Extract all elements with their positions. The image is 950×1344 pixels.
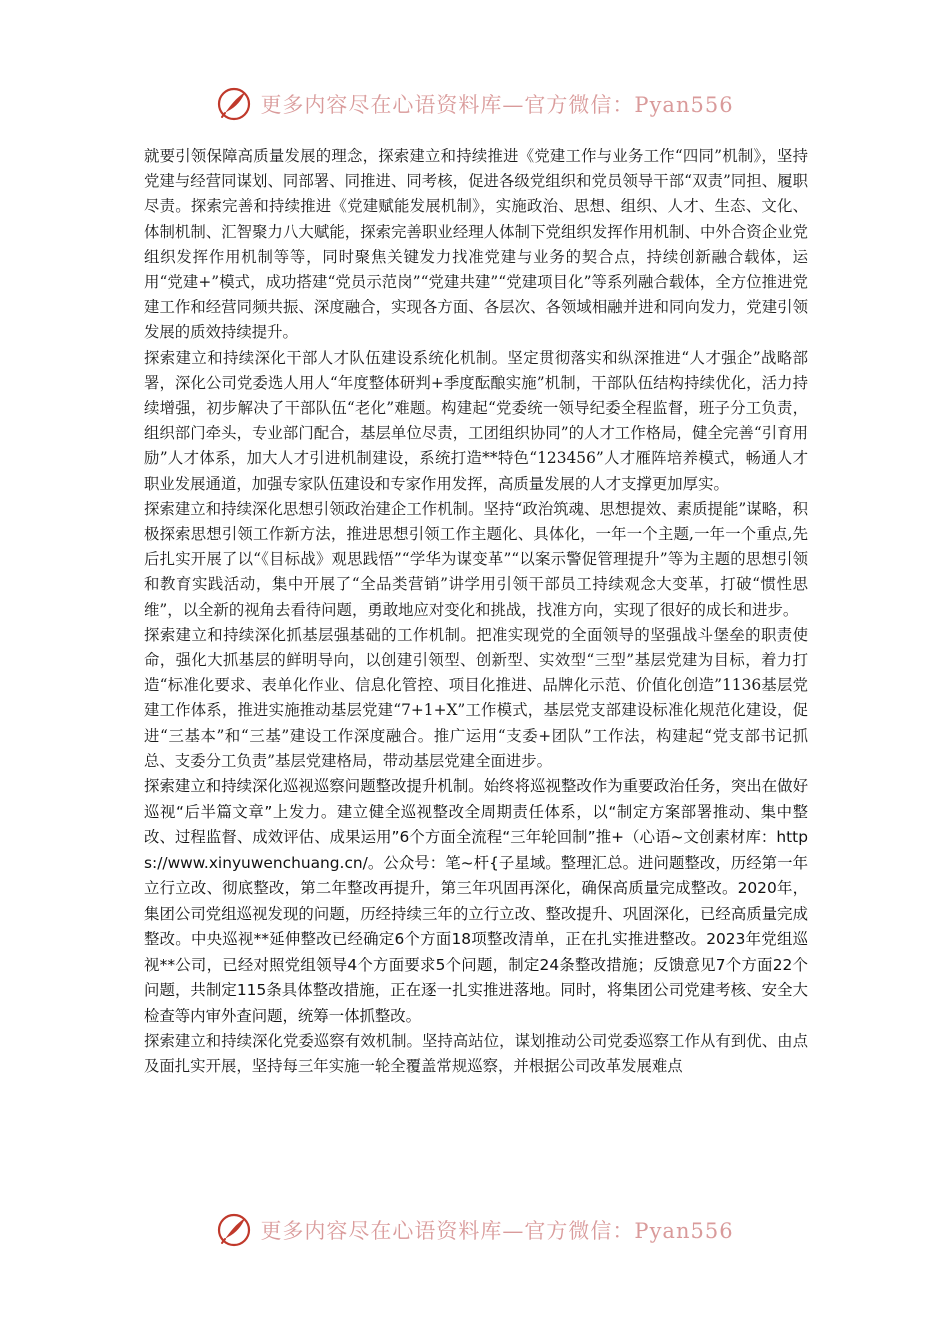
paragraph-grassroots: 探索建立和持续深化抓基层强基础的工作机制。把准实现党的全面领导的坚强战斗堡垒的职责使命，强化大抓基层的鲜明导向，以创建引领型、创新型、实效型“三型”基层党建为目标，着力打造“标准化要求、表单化作业、信息化管控、项目化推进、品牌化示范、价值化创造”1136基层党建工作体系，推进实施推动基层党建“7+1+X”工作模式，基层党支部建设标准化规范化建设，促进“三基本”和“三基”建设工作深度融合。推广运用“支委+团队”工作法，构建起“党支部书记抓总、支委分工负责”基层党建格局，带动基层党建全面进步。	[144, 625, 808, 770]
document-body	[144, 144, 808, 1079]
header-banner	[0, 82, 950, 126]
footer-banner	[0, 1208, 950, 1252]
quill-logo-icon	[216, 1212, 252, 1248]
paragraph-party-inspection: 探索建立和持续深化党委巡察有效机制。坚持高站位，谋划推动公司党委巡察工作从有到优、由点及面扎实开展，坚持每三年实施一轮全覆盖常规巡察，并根据公司改革发展难点	[144, 1032, 808, 1076]
paragraph-inspection-rectification: 探索建立和持续深化巡视巡察问题整改提升机制。始终将巡视整改作为重要政治任务，突出在做好巡视“后半篇文章”上发力。建立健全巡视整改全周期责任体系，以“制定方案部署推动、集中整改、过程监督、成效评估、成果运用”6个方面全流程“三年轮回制”推+（心语~文创素材库：https://www.xinyuwenchuang.cn/。公众号：笔~杆{子星域。整理汇总。进问题整改，历经第一年立行立改、彻底整改，第二年整改再提升，第三年巩固再深化，确保高质量完成整改。2020年，集团公司党组巡视发现的问题，历经持续三年的立行立改、整改提升、巩固深化，已经高质量完成整改。中央巡视**延伸整改已经确定6个方面18项整改清单，正在扎实推进整改。2023年党组巡视**公司，已经对照党组领导4个方面要求5个问题，制定24条整改措施；反馈意见7个方面22个问题，共制定115条具体整改措施，正在逐一扎实推进落地。同时，将集团公司党建考核、安全大检查等内审外查问题，统筹一体抓整改。	[144, 777, 808, 1025]
paragraph-dual-mechanism: 就要引领保障高质量发展的理念，探索建立和持续推进《党建工作与业务工作“四同”机制》，坚持党建与经营同谋划、同部署、同推进、同考核，促进各级党组织和党员领导干部“双责”同担、履职尽责。探索完善和持续推进《党建赋能发展机制》，实施政治、思想、组织、人才、生态、文化、体制机制、汇智聚力八大赋能，探索完善职业经理人体制下党组织发挥作用机制、中外合资企业党组织发挥作用机制等等，同时聚焦关键发力找准党建与业务的契合点，持续创新融合载体，运用“党建+”模式，成功搭建“党员示范岗”“党建共建”“党建项目化”等系列融合载体，全方位推进党建工作和经营同频共振、深度融合，实现各方面、各层次、各领域相融并进和同向发力，党建引领发展的质效持续提升。	[144, 147, 808, 342]
footer-banner-text: 更多内容尽在心语资料库—官方微信：Pyan556	[260, 1219, 734, 1243]
header-banner-text: 更多内容尽在心语资料库—官方微信：Pyan556	[260, 93, 734, 117]
paragraph-ideological-guidance: 探索建立和持续深化思想引领政治建企工作机制。坚持“政治筑魂、思想提效、素质提能”谋略，积极探索思想引领工作新方法，推进思想引领工作主题化、具体化，一年一个主题,一年一个重点,先后扎实开展了以“《目标战》观思践悟”“学华为谋变革”“以案示警促管理提升”等为主题的思想引领和教育实践活动，集中开展了“全品类营销”讲学用引领干部员工持续观念大变革，打破“惯性思维”，以全新的视角去看待问题，勇敢地应对变化和挑战，找准方向，实现了很好的成长和进步。	[144, 499, 808, 619]
quill-logo-icon	[216, 86, 252, 122]
paragraph-talent-team: 探索建立和持续深化干部人才队伍建设系统化机制。坚定贯彻落实和纵深推进“人才强企”战略部署，深化公司党委选人用人“年度整体研判+季度酝酿实施”机制，干部队伍结构持续优化，活力持续增强，初步解决了干部队伍“老化”难题。构建起“党委统一领导纪委全程监督，班子分工负责，组织部门牵头，专业部门配合，基层单位尽责，工团组织协同”的人才工作格局，健全完善“引育用励”人才体系，加大人才引进机制建设，系统打造**特色“123456”人才雁阵培养模式，畅通人才职业发展通道，加强专家队伍建设和专家作用发挥，高质量发展的人才支撑更加厚实。	[144, 348, 808, 493]
